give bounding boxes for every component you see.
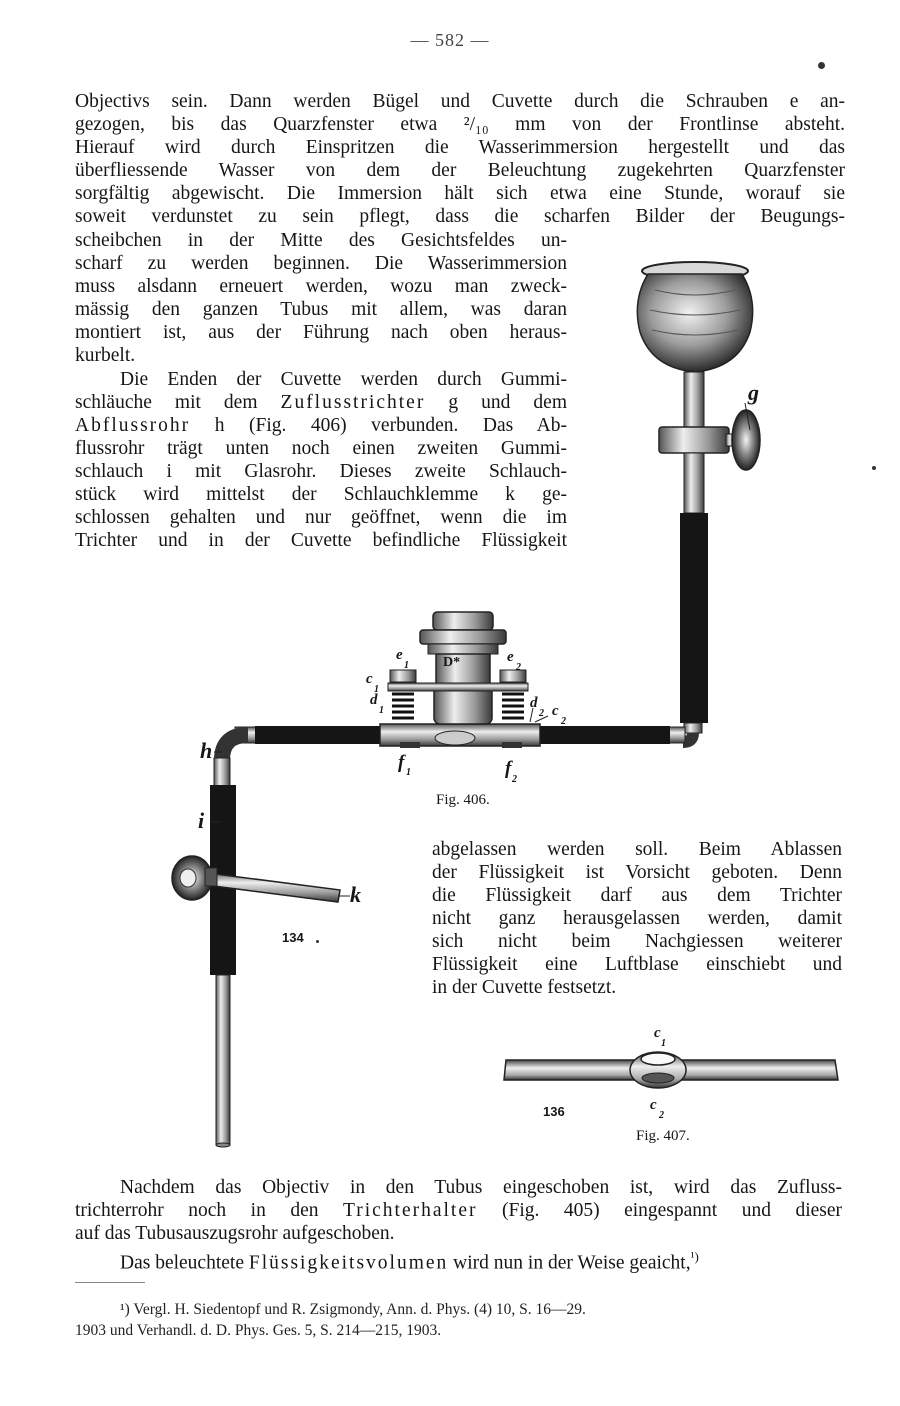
plate-number-136: 136	[543, 1104, 565, 1119]
label-g: g	[748, 380, 759, 405]
footnote-reference: ¹)	[690, 1249, 699, 1264]
label-c1: c	[366, 671, 373, 687]
spaced-term: Abflussrohr	[75, 415, 191, 436]
subscript-1: 1	[374, 684, 379, 695]
text-line: sich nicht beim Nachgiessen weiterer	[432, 931, 842, 952]
text-line: muss alsdann erneuert werden, wozu man zweck-	[75, 276, 567, 297]
text-line: die Flüssigkeit darf aus dem Trichter	[432, 885, 842, 906]
text-line: Nachdem das Objectiv in den Tubus eingeschoben ist, wird das Zufluss-	[120, 1177, 842, 1198]
cuvette-assembly	[380, 612, 540, 748]
text-span: h (Fig. 406) verbunden. Das Ab-	[190, 415, 567, 436]
text-line: nicht ganz herausgelassen werden, damit	[432, 908, 842, 929]
spaced-term: Flüssigkeitsvolumen	[248, 1252, 449, 1274]
figure-406-caption: Fig. 406.	[436, 792, 490, 808]
subscript-2: 2	[659, 1110, 664, 1121]
spaced-term: Trichterhalter	[342, 1200, 478, 1221]
subscript-2: 2	[516, 662, 521, 673]
funnel-g	[637, 262, 760, 742]
subscript-1: 1	[404, 660, 409, 671]
text-line: Die Enden der Cuvette werden durch Gummi-	[120, 369, 567, 390]
label-d1: d	[370, 692, 378, 708]
label-d-star: D*	[443, 655, 461, 670]
text-span: schläuche mit dem	[75, 392, 281, 413]
text-line: abgelassen werden soll. Beim Ablassen	[432, 839, 842, 860]
subscript-2: 2	[539, 708, 544, 719]
text-line: schlauch i mit Glasrohr. Dieses zweite Schlauch-	[75, 461, 567, 482]
subscript-1: 1	[661, 1038, 666, 1049]
label-e2: e	[507, 649, 514, 665]
label-i: i	[198, 808, 205, 833]
text-span: g und dem	[425, 392, 567, 413]
figure-407-caption: Fig. 407.	[636, 1128, 690, 1144]
text-span: Das beleuchtete	[120, 1252, 249, 1274]
text-line: überfliessende Wasser von dem der Beleuchtung zugekehrten Quarzfenster	[75, 160, 845, 181]
text-line: der Flüssigkeit ist Vorsicht geboten. Denn	[432, 862, 842, 883]
label-d2: d	[530, 695, 538, 711]
paragraph-5	[120, 1245, 699, 1275]
subscript-1: 1	[406, 767, 411, 778]
text-line: mässig den ganzen Tubus mit allem, was daran	[75, 299, 567, 320]
label-c2: c	[650, 1097, 657, 1113]
label-k: k	[350, 882, 361, 907]
footnote-line: 1903 und Verhandl. d. D. Phys. Ges. 5, S. 214—215, 1903.	[75, 1322, 442, 1339]
text-line: Hierauf wird durch Einspritzen die Wasserimmersion hergestellt und das	[75, 137, 845, 158]
text-line: gezogen, bis das Quarzfenster etwa ²/₁₀ mm von der Frontlinse absteht.	[75, 114, 845, 135]
subscript-2: 2	[512, 774, 517, 785]
spaced-term: Zuflusstrichter	[280, 392, 426, 413]
figure-407-cuvette	[500, 1040, 845, 1110]
text-line: stück wird mittelst der Schlauchklemme k ge-	[75, 484, 567, 505]
hose-clamp-k	[172, 856, 340, 902]
label-f2: f	[505, 758, 512, 779]
text-line: sorgfältig abgewischt. Die Immersion hält sich etwa eine Stunde, worauf sie	[75, 183, 845, 204]
label-e1: e	[396, 647, 403, 663]
plate-number-134: 134	[282, 930, 304, 945]
page-number: — 582 —	[410, 30, 490, 50]
text-line: soweit verdunstet zu sein pflegt, dass die scharfen Bilder der Beugungs-	[75, 206, 845, 227]
text-line: scheibchen in der Mitte des Gesichtsfeldes un-	[75, 230, 567, 251]
text-line: montiert ist, aus der Führung nach oben heraus-	[75, 322, 567, 343]
subscript-1: 1	[379, 705, 384, 716]
text-line: Flüssigkeit eine Luftblase einschiebt und	[432, 954, 842, 975]
text-line: auf das Tubusauszugsrohr aufgeschoben.	[75, 1223, 395, 1244]
footnote-line: ¹) Vergl. H. Siedentopf und R. Zsigmondy, Ann. d. Phys. (4) 10, S. 16—29.	[120, 1301, 586, 1318]
text-line: scharf zu werden beginnen. Die Wasserimmersion	[75, 253, 567, 274]
text-line: Objectivs sein. Dann werden Bügel und Cuvette durch die Schrauben e an-	[75, 91, 845, 112]
text-span: (Fig. 405) eingespannt und dieser	[477, 1200, 843, 1221]
text-span: wird nun in der Weise geaicht,	[448, 1252, 691, 1274]
text-line: schlossen gehalten und nur geöffnet, wenn die im	[75, 507, 567, 528]
text-line: kurbelt.	[75, 345, 136, 366]
text-span: trichterrohr noch in den	[75, 1200, 343, 1221]
text-line: flussrohr trägt unten noch einen zweiten Gummi-	[75, 438, 567, 459]
outflow-pipe-h	[210, 735, 248, 1147]
label-h: h	[200, 738, 213, 763]
label-c2: c	[552, 703, 559, 719]
text-line: Trichter und in der Cuvette befindliche Flüssigkeit	[75, 530, 567, 551]
print-speck	[872, 466, 876, 470]
print-speck	[316, 940, 319, 943]
text-line: in der Cuvette festsetzt.	[432, 977, 617, 998]
text-line	[75, 1199, 842, 1222]
label-c1: c	[654, 1025, 661, 1041]
label-f1: f	[398, 752, 405, 773]
footnote-rule	[75, 1282, 145, 1283]
subscript-2: 2	[561, 716, 566, 727]
